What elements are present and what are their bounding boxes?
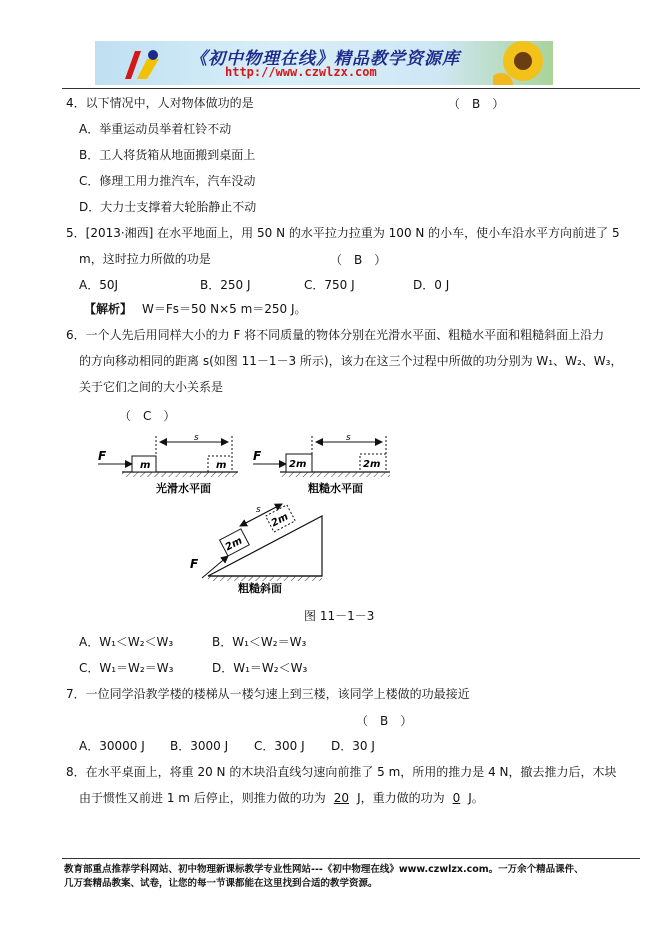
header-rule xyxy=(62,88,640,89)
q4-answer: （ B ） xyxy=(448,97,505,111)
q6-stem-line2: 的方向移动相同的距离 s(如图 11－1－3 所示)，该力在这三个过程中所做的功分别为 W₁、W₂、W₃， xyxy=(79,354,623,368)
svg-text:s: s xyxy=(346,433,351,443)
svg-text:2m: 2m xyxy=(363,459,381,470)
footer-rule xyxy=(62,858,640,859)
svg-text:s: s xyxy=(194,433,199,443)
q4-option-a: A．举重运动员举着杠铃不动 xyxy=(79,122,232,136)
rough-incline-diagram xyxy=(190,504,322,595)
q4-stem: 4．以下情况中，人对物体做功的是 xyxy=(66,96,254,110)
sunflower-icon xyxy=(493,41,553,85)
q6-stem-line3: 关于它们之间的大小关系是 xyxy=(79,380,224,394)
q5-analysis-label: 【解析】 xyxy=(84,302,133,316)
svg-text:m: m xyxy=(140,460,151,471)
q7-stem: 7．一位同学沿教学楼的楼梯从一楼匀速上到三楼，该同学上楼做的功最接近 xyxy=(66,687,470,701)
smooth-plane-diagram xyxy=(98,433,238,495)
q8-stem-line2: 由于惯性又前进 1 m 后停止，则推力做的功为 20 J，重力做的功为 0 J。 xyxy=(79,791,484,805)
q7-option-a: A．30000 J xyxy=(79,739,145,753)
svg-text:2m: 2m xyxy=(269,511,291,530)
smooth-plane-label: 光滑水平面 xyxy=(156,482,211,495)
rough-plane-label: 粗糙水平面 xyxy=(308,482,363,495)
site-logo-icon xyxy=(117,45,165,83)
header-url[interactable]: http://www.czwlzx.com xyxy=(225,65,377,79)
svg-text:2m: 2m xyxy=(289,459,307,470)
force-label: F xyxy=(98,449,107,463)
rough-incline-label: 粗糙斜面 xyxy=(238,582,282,595)
q7-option-b: B．3000 J xyxy=(170,739,229,753)
q8-blank-2: 0 xyxy=(452,791,461,805)
q4-option-c: C．修理工用力推汽车，汽车没动 xyxy=(79,174,256,188)
q5-answer: （ B ） xyxy=(330,253,387,267)
svg-text:s: s xyxy=(256,505,261,515)
q6-option-d: D．W₁＝W₂＜W₃ xyxy=(212,661,308,675)
q6-option-c: C．W₁＝W₂＝W₃ xyxy=(79,661,174,675)
q6-option-a: A．W₁＜W₂＜W₃ xyxy=(79,635,174,649)
footer-line-1: 教育部重点推荐学科网站、初中物理新课标教学专业性网站---《初中物理在线》www.czwlzx.com。一万余个精品课件、 xyxy=(64,864,584,875)
q6-figure xyxy=(90,428,420,608)
svg-text:2m: 2m xyxy=(223,535,245,554)
q6-figure-caption: 图 11－1－3 xyxy=(304,609,375,623)
svg-text:m: m xyxy=(216,460,227,471)
q5-stem-line2: m，这时拉力所做的功是 xyxy=(79,252,211,266)
q5-option-a: A．50J xyxy=(79,278,119,292)
q4-option-d: D．大力士支撑着大轮胎静止不动 xyxy=(79,200,257,214)
footer-line-2: 几万套精品教案、试卷，让您的每一节课都能在这里找到合适的教学资源。 xyxy=(64,878,378,889)
q8-stem-line1: 8．在水平桌面上，将重 20 N 的木块沿直线匀速向前推了 5 m，所用的推力是 4 N，撤去推力后，木块 xyxy=(66,765,617,779)
svg-text:F: F xyxy=(253,449,262,463)
header-banner xyxy=(95,41,553,85)
q5-option-d: D．0 J xyxy=(413,278,450,292)
rough-plane-diagram xyxy=(253,433,390,495)
q6-stem-line1: 6．一个人先后用同样大小的力 F 将不同质量的物体分别在光滑水平面、粗糙水平面和粗糙斜面上沿力 xyxy=(66,328,605,342)
header-title: 《初中物理在线》精品教学资源库 xyxy=(190,49,460,69)
q5-analysis: W＝Fs＝50 N×5 m＝250 J。 xyxy=(142,302,307,316)
q7-option-d: D．30 J xyxy=(331,739,375,753)
q7-answer: （ B ） xyxy=(356,714,413,728)
svg-text:F: F xyxy=(190,557,199,571)
q7-option-c: C．300 J xyxy=(254,739,305,753)
q4-option-b: B．工人将货箱从地面搬到桌面上 xyxy=(79,148,256,162)
q8-blank-1: 20 xyxy=(333,791,350,805)
q6-option-b: B．W₁＜W₂＝W₃ xyxy=(212,635,307,649)
q6-answer: （ C ） xyxy=(119,409,176,423)
q5-option-c: C．750 J xyxy=(304,278,355,292)
q5-stem-line1: 5．[2013·湘西] 在水平地面上，用 50 N 的水平拉力拉重为 100 N 的小车，使小车沿水平方向前进了 5 xyxy=(66,226,620,240)
q5-option-b: B．250 J xyxy=(200,278,251,292)
